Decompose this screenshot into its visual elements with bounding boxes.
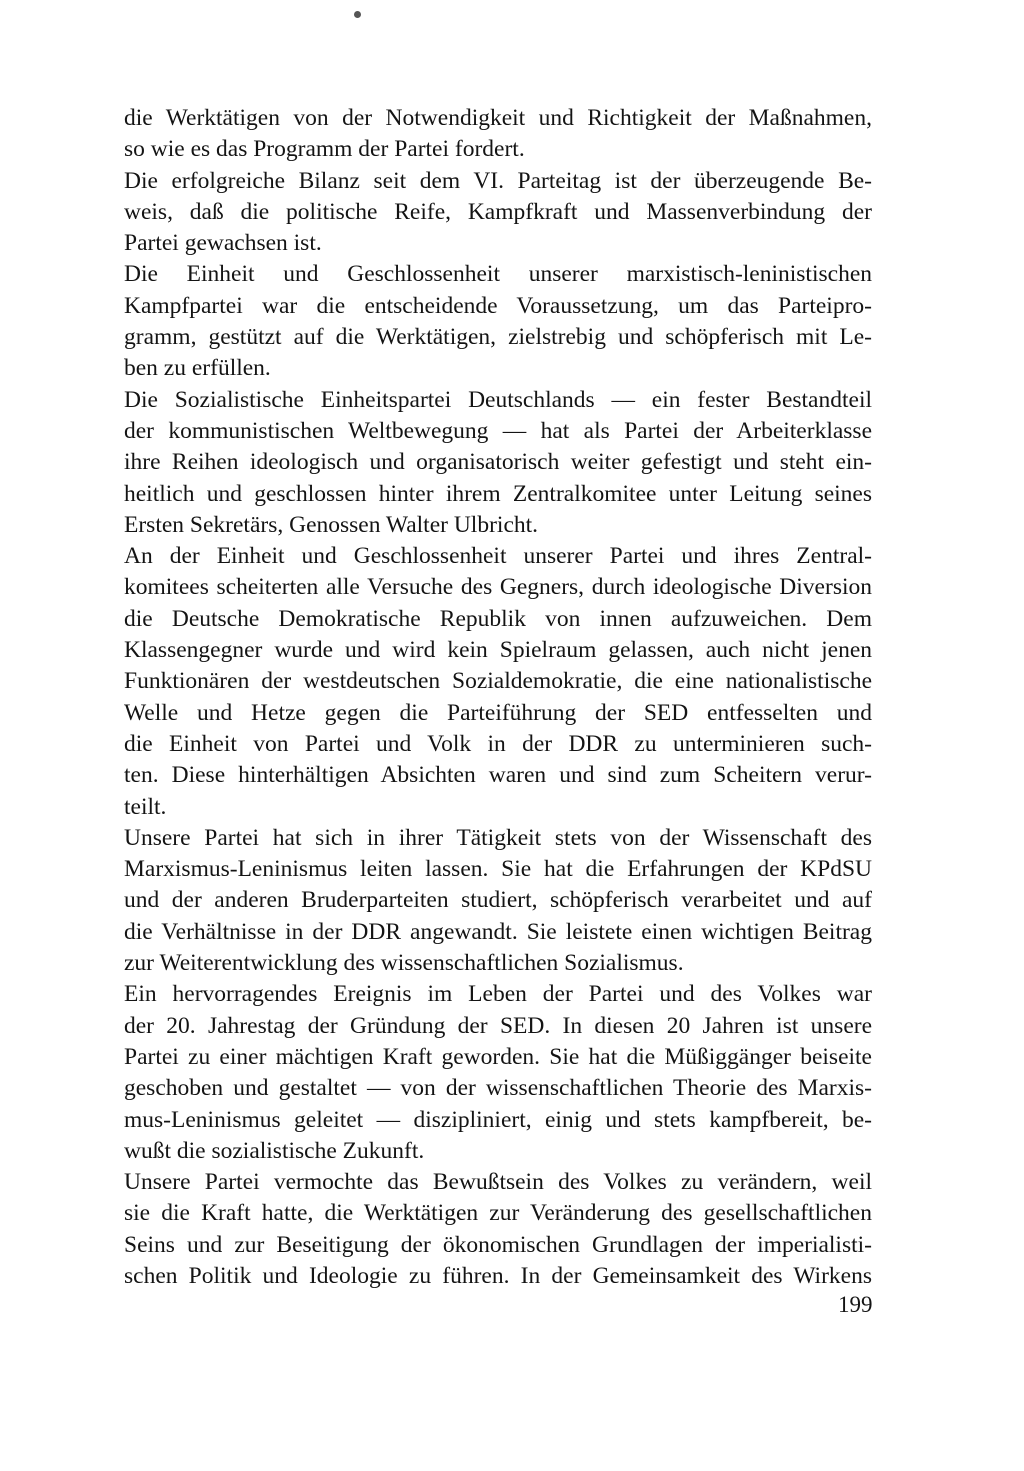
- paragraph-1: [124, 103, 872, 166]
- text-line: Die Sozialistische Einheitspartei Deutschlands — ein fester Bestandteil: [124, 386, 872, 413]
- text-line: die Deutsche Demokratische Republik von innen aufzuweichen. Dem: [124, 605, 872, 632]
- paragraph-5: [124, 541, 872, 823]
- text-line: Partei gewachsen ist.: [124, 230, 322, 257]
- text-line: zur Weiterentwicklung des wissenschaftlichen Sozialismus.: [124, 950, 684, 977]
- paragraph-6: [124, 823, 872, 979]
- text-line: komitees scheiterten alle Versuche des Gegners, durch ideologische Diversion: [124, 574, 872, 601]
- text-line: ben zu erfüllen.: [124, 355, 271, 382]
- text-line: Ein hervorragendes Ereignis im Leben der Partei und des Volkes war: [124, 981, 872, 1008]
- paragraph-3: [124, 259, 872, 384]
- text-line: teilt.: [124, 793, 167, 820]
- text-line: Unsere Partei hat sich in ihrer Tätigkeit stets von der Wissenschaft des: [124, 824, 872, 851]
- text-line: Die erfolgreiche Bilanz seit dem VI. Parteitag ist der überzeugende Be-: [124, 167, 872, 194]
- text-line: wußt die sozialistische Zukunft.: [124, 1137, 425, 1164]
- text-line: der kommunistischen Weltbewegung — hat als Partei der Arbeiterklasse: [124, 417, 872, 444]
- text-line: An der Einheit und Geschlossenheit unserer Partei und ihres Zentral-: [124, 543, 872, 570]
- text-line: Kampfpartei war die entscheidende Voraussetzung, um das Parteipro-: [124, 292, 872, 319]
- text-line: geschoben und gestaltet — von der wissenschaftlichen Theorie des Marxis-: [124, 1075, 872, 1102]
- text-line: Welle und Hetze gegen die Parteiführung der SED entfesselten und: [124, 699, 872, 726]
- text-line: die Werktätigen von der Notwendigkeit und Richtigkeit der Maßnahmen,: [124, 105, 872, 131]
- text-line: Die Einheit und Geschlossenheit unserer marxistisch-leninistischen: [124, 261, 872, 288]
- text-line: Funktionären der westdeutschen Sozialdemokratie, die eine nationalistische: [124, 668, 872, 695]
- paragraph-7: [124, 979, 872, 1167]
- text-line: Marxismus-Leninismus leiten lassen. Sie hat die Erfahrungen der KPdSU: [124, 856, 872, 883]
- body-text: [124, 103, 872, 1292]
- text-line: die Einheit von Partei und Volk in der DDR zu unterminieren such-: [124, 730, 872, 757]
- paragraph-8: [124, 1167, 872, 1292]
- print-speck: [354, 11, 361, 18]
- text-line: sie die Kraft hatte, die Werktätigen zur Veränderung des gesellschaftlichen: [124, 1200, 872, 1227]
- text-line: Partei zu einer mächtigen Kraft geworden. Sie hat die Müßiggänger beiseite: [124, 1043, 872, 1070]
- text-line: ten. Diese hinterhältigen Absichten waren und sind zum Scheitern verur-: [124, 762, 872, 789]
- text-line: und der anderen Bruderparteiten studiert, schöpferisch verarbeitet und auf: [124, 887, 872, 914]
- paragraph-2: [124, 166, 872, 260]
- text-line: der 20. Jahrestag der Gründung der SED. In diesen 20 Jahren ist unsere: [124, 1012, 872, 1039]
- text-line: Ersten Sekretärs, Genossen Walter Ulbricht.: [124, 511, 539, 538]
- text-line: die Verhältnisse in der DDR angewandt. Sie leistete einen wichtigen Beitrag: [124, 918, 872, 945]
- text-line: Seins und zur Beseitigung der ökonomischen Grundlagen der imperialisti-: [124, 1231, 872, 1258]
- page-number: 199: [838, 1292, 873, 1317]
- text-line: schen Politik und Ideologie zu führen. In der Gemeinsamkeit des Wirkens: [124, 1262, 872, 1289]
- text-line: gramm, gestützt auf die Werktätigen, zielstrebig und schöpferisch mit Le-: [124, 324, 872, 351]
- text-line: Klassengegner wurde und wird kein Spielraum gelassen, auch nicht jenen: [124, 637, 872, 664]
- paragraph-4: [124, 385, 872, 541]
- text-line: Unsere Partei vermochte das Bewußtsein des Volkes zu verändern, weil: [124, 1169, 872, 1196]
- text-line: heitlich und geschlossen hinter ihrem Zentralkomitee unter Leitung seines: [124, 480, 872, 507]
- text-line: so wie es das Programm der Partei fordert.: [124, 136, 525, 163]
- text-line: mus-Leninismus geleitet — diszipliniert, einig und stets kampfbereit, be-: [124, 1106, 872, 1133]
- text-line: ihre Reihen ideologisch und organisatorisch weiter gefestigt und steht ein-: [124, 449, 872, 476]
- text-line: weis, daß die politische Reife, Kampfkraft und Massenverbindung der: [124, 198, 872, 225]
